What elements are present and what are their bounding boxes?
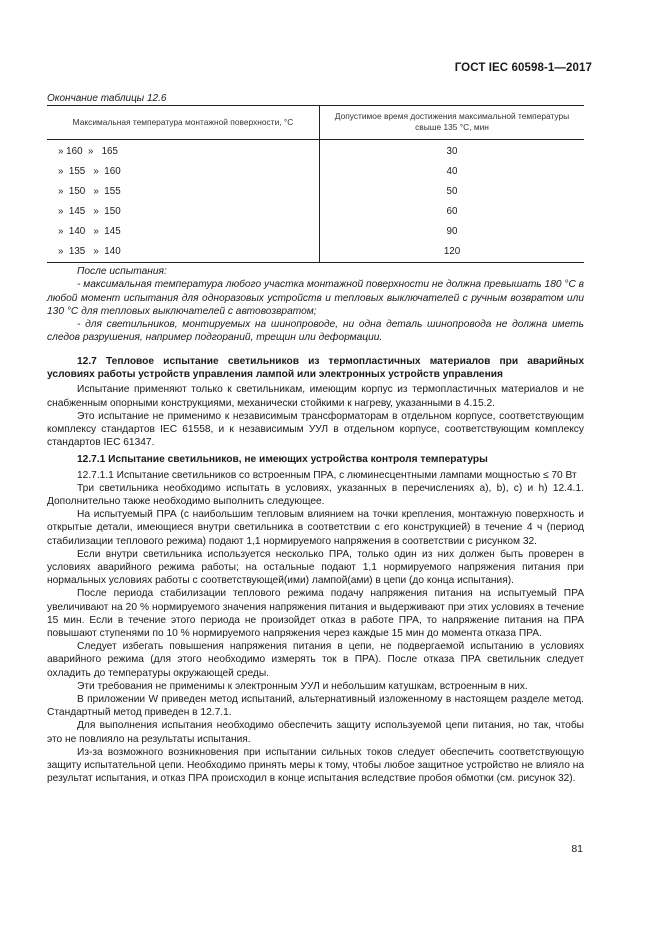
paragraph: На испытуемый ПРА (с наибольшим тепловым влиянием на точки крепления, монтажную поверхность и открытые детали, имеющиеся внутри светильника в соответствии с его конструкцией) в течение 4 ч (период стабилизации теплового режима) подают 1,1 нормируемого напряжения в соответствии с рисунком 32. [47, 509, 584, 547]
table-header-row [47, 106, 584, 140]
paragraph: Для выполнения испытания необходимо обеспечить защиту используемой цепи питания, но так, чтобы это не повлияло на результаты испытания. [47, 720, 584, 745]
page-number: 81 [571, 843, 583, 855]
section-12-7 [47, 355, 584, 786]
temperature-range-cell: » 150 » 155 [47, 182, 320, 202]
document-id-header: ГОСТ IEC 60598-1—2017 [454, 62, 592, 74]
section-heading: 12.7 Тепловое испытание светильников из термопластичных материалов при аварийных условиях работы устройств управления лампой или электронных устройств управления [47, 356, 584, 381]
paragraph: Следует избегать повышения напряжения питания в цепи, не подвергаемой испытанию в условиях аварийного режима (для этого необходимо измерять ток в ПРА). После отказа ПРА светильник следует охладить до температуры окружающей среды. [47, 641, 584, 679]
table-caption: Окончание таблицы 12.6 [47, 93, 167, 104]
temperature-range-cell: » 140 » 145 [47, 222, 320, 242]
time-cell: 50 [446, 186, 458, 197]
temperature-range-cell: » 145 » 150 [47, 202, 320, 222]
temperature-range-cell: » 155 » 160 [47, 162, 320, 182]
paragraph: Если внутри светильника используется несколько ПРА, только один из них должен быть проверен в условиях аварийного режима работы; на остальные подают 1,1 нормируемого напряжения питания при нормальных условиях работы с соответствующей(ими) лампой(ами) в цепи (до конца испытания). [47, 548, 584, 587]
table-row [47, 222, 584, 242]
paragraph: Это испытание не применимо к независимым трансформаторам в отдельном корпусе, соответствующим комплексу стандартов IEC 61558, и к независимым УУЛ в отдельном корпусе, соответствующим комплексу стандартов IEC 61347. [47, 410, 584, 449]
note-line: - максимальная температура любого участка монтажной поверхности не должна превышать 180 °С в любой момент испытания для одноразовых устройств и тепловых выключателей с ручным возвратом или 130 °С для тепловых выключателей с автовозвратом; [47, 279, 584, 317]
time-cell: 30 [446, 146, 458, 157]
time-cell: 120 [320, 242, 585, 263]
temperature-range-cell: » 135 » 140 [47, 242, 320, 263]
time-cell: 90 [446, 226, 458, 237]
time-cell: 60 [446, 206, 458, 217]
paragraph: Испытание применяют только к светильникам, имеющим корпус из термопластичных материалов и не снабженным опорными конструкциями, механически стойкими к нагреву, указанными в 4.15.2. [47, 384, 584, 409]
subsection-heading: 12.7.1 Испытание светильников, не имеющих устройства контроля температуры [77, 454, 488, 466]
table-row [47, 162, 584, 182]
paragraph: Эти требования не применимы к электронным УУЛ и небольшим катушкам, встроенным в них. [77, 680, 528, 692]
temperature-range-cell: » 160 » 165 [47, 140, 320, 163]
table-row [47, 202, 584, 222]
column-header-time: Допустимое время достижения максимальной температуры свыше 135 °С, мин [320, 106, 585, 140]
note-line: - для светильников, монтируемых на шинопроводе, ни одна деталь шинопровода не должна иметь следов разрушения, например подгораний, трещин или деформации. [47, 319, 584, 344]
table-row [47, 140, 584, 163]
paragraph: После периода стабилизации теплового режима подачу напряжения питания на испытуемый ПРА увеличивают на 20 % нормируемого значения напряжения питания и выдерживают при этих условиях в течение 15 мин. Если в течение этого периода не произойдет отказ в работе ПРА, то напряжение питания на ПРА повышают ступенями по 10 % нормируемого напряжения через каждые 15 мин до момента отказа ПРА. [47, 588, 584, 640]
paragraph: 12.7.1.1 Испытание светильников со встроенным ПРА, с люминесцентными лампами мощностью ≤ 70 Вт [77, 469, 577, 481]
table-notes [47, 265, 584, 345]
note-line: После испытания: [77, 266, 167, 277]
column-header-temperature: Максимальная температура монтажной поверхности, °С [47, 106, 320, 140]
time-cell: 40 [446, 166, 458, 177]
table-row [47, 242, 584, 263]
paragraph: В приложении W приведен метод испытаний, альтернативный изложенному в настоящем разделе метод. Стандартный метод приведен в 12.7.1. [47, 694, 584, 719]
table-row [47, 182, 584, 202]
paragraph: Из-за возможного возникновения при испытании сильных токов следует обеспечить соответствующую защиту испытательной цепи. Необходимо принять меры к тому, чтобы любое защитное устройство не влияло на результат испытания, и отказ ПРА происходил в конце испытания вследствие пробоя обмотки (см. рисунок 32). [47, 746, 584, 785]
paragraph: Три светильника необходимо испытать в условиях, указанных в перечислениях а), b), с) и h) 12.4.1. Дополнительно также необходимо выполнить следующее. [47, 482, 584, 508]
temperature-table [47, 105, 584, 263]
